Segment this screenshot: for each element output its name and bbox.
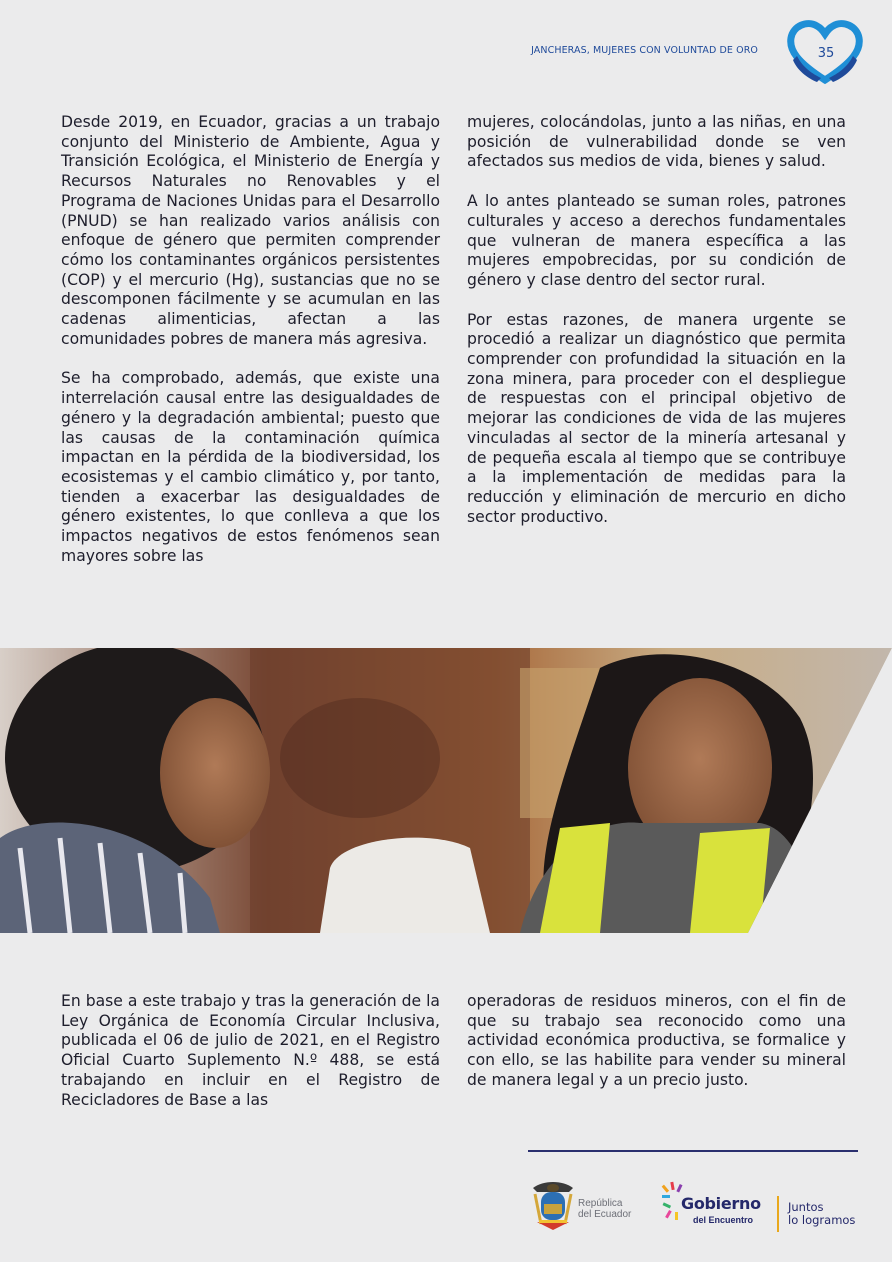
slogan — [788, 1201, 855, 1227]
footer-separator — [777, 1196, 779, 1232]
slogan-line-2: lo logramos — [788, 1213, 856, 1227]
footer-divider — [528, 1150, 858, 1152]
paragraph: operadoras de residuos mineros, con el fin de que su trabajo sea reconocido como una actividad económica productiva, se formalice y con ello, se las habilite para vender su mineral de manera legal y a un precio justo. — [467, 992, 846, 1089]
text-column-top-right — [467, 113, 846, 527]
paragraph: Desde 2019, en Ecuador, gracias a un trabajo conjunto del Ministerio de Ambiente, Agua y Transición Ecológica, el Ministerio de Energía y Recursos Naturales no Renovables y el Programa de Naciones Unidas para el Desarrollo (PNUD) se han realizado varios análisis con enfoque de género que permiten comprender cómo los contaminantes orgánicos persistentes (COP) y el mercurio (Hg), sustancias que no se descomponen fácilmente y se acumulan en las cadenas alimenticias, afectan a las comunidades pobres de manera más agresiva. — [61, 113, 440, 348]
slogan-line-1: Juntos — [788, 1200, 824, 1214]
gobierno-subtitle: del Encuentro — [693, 1215, 754, 1225]
paragraph: Se ha comprobado, además, que existe una interrelación causal entre las desigualdades de género y la degradación ambiental; puesto que las causas de la contaminación química impactan en la pérdida de la biodiversidad, los ecosistemas y el cambio climático y, por tanto, tienden a exacerbar las desigualdades de género existentes, lo que conlleva a que los impactos negativos de estos fenómenos sean mayores sobre las — [61, 369, 440, 565]
coat-of-arms-icon — [529, 1178, 577, 1232]
photo-women-miners — [0, 648, 892, 933]
paragraph: En base a este trabajo y tras la generación de la Ley Orgánica de Economía Circular Inclusiva, publicada el 06 de julio de 2021, en el Registro Oficial Cuarto Suplemento N.º 488, se está trabajando en incluir en el Registro de Recicladores de Base a las — [61, 992, 440, 1109]
republica-line: República — [578, 1198, 623, 1209]
running-title: JANCHERAS, MUJERES CON VOLUNTAD DE ORO — [531, 45, 758, 56]
paragraph: A lo antes planteado se suman roles, patrones culturales y acceso a derechos fundamentales que vulneran de manera específica a las mujeres empobrecidas, por su condición de género y clase dentro del sector rural. — [467, 192, 846, 289]
paragraph: Por estas razones, de manera urgente se procedió a realizar un diagnóstico que permita comprender con profundidad la situación en la zona minera, para proceder con el despliegue de respuestas con el principal objetivo de mejorar las condiciones de vida de las mujeres vinculadas al sector de la minería artesanal y de pequeña escala al tiempo que se contribuye a la implementación de medidas para la reducción y eliminación de mercurio en dicho sector productivo. — [467, 310, 846, 526]
text-column-top-left — [61, 113, 440, 566]
republica-del-ecuador — [578, 1198, 631, 1220]
ecuador-line: del Ecuador — [578, 1209, 632, 1220]
paragraph: mujeres, colocándolas, junto a las niñas, en una posición de vulnerabilidad donde se ven afectados sus medios de vida, bienes y salud. — [467, 113, 846, 171]
gobierno-wordmark: Gobierno — [681, 1194, 761, 1213]
text-column-bottom-left — [61, 992, 440, 1110]
page-number: 35 — [817, 46, 835, 61]
text-column-bottom-right — [467, 992, 846, 1091]
